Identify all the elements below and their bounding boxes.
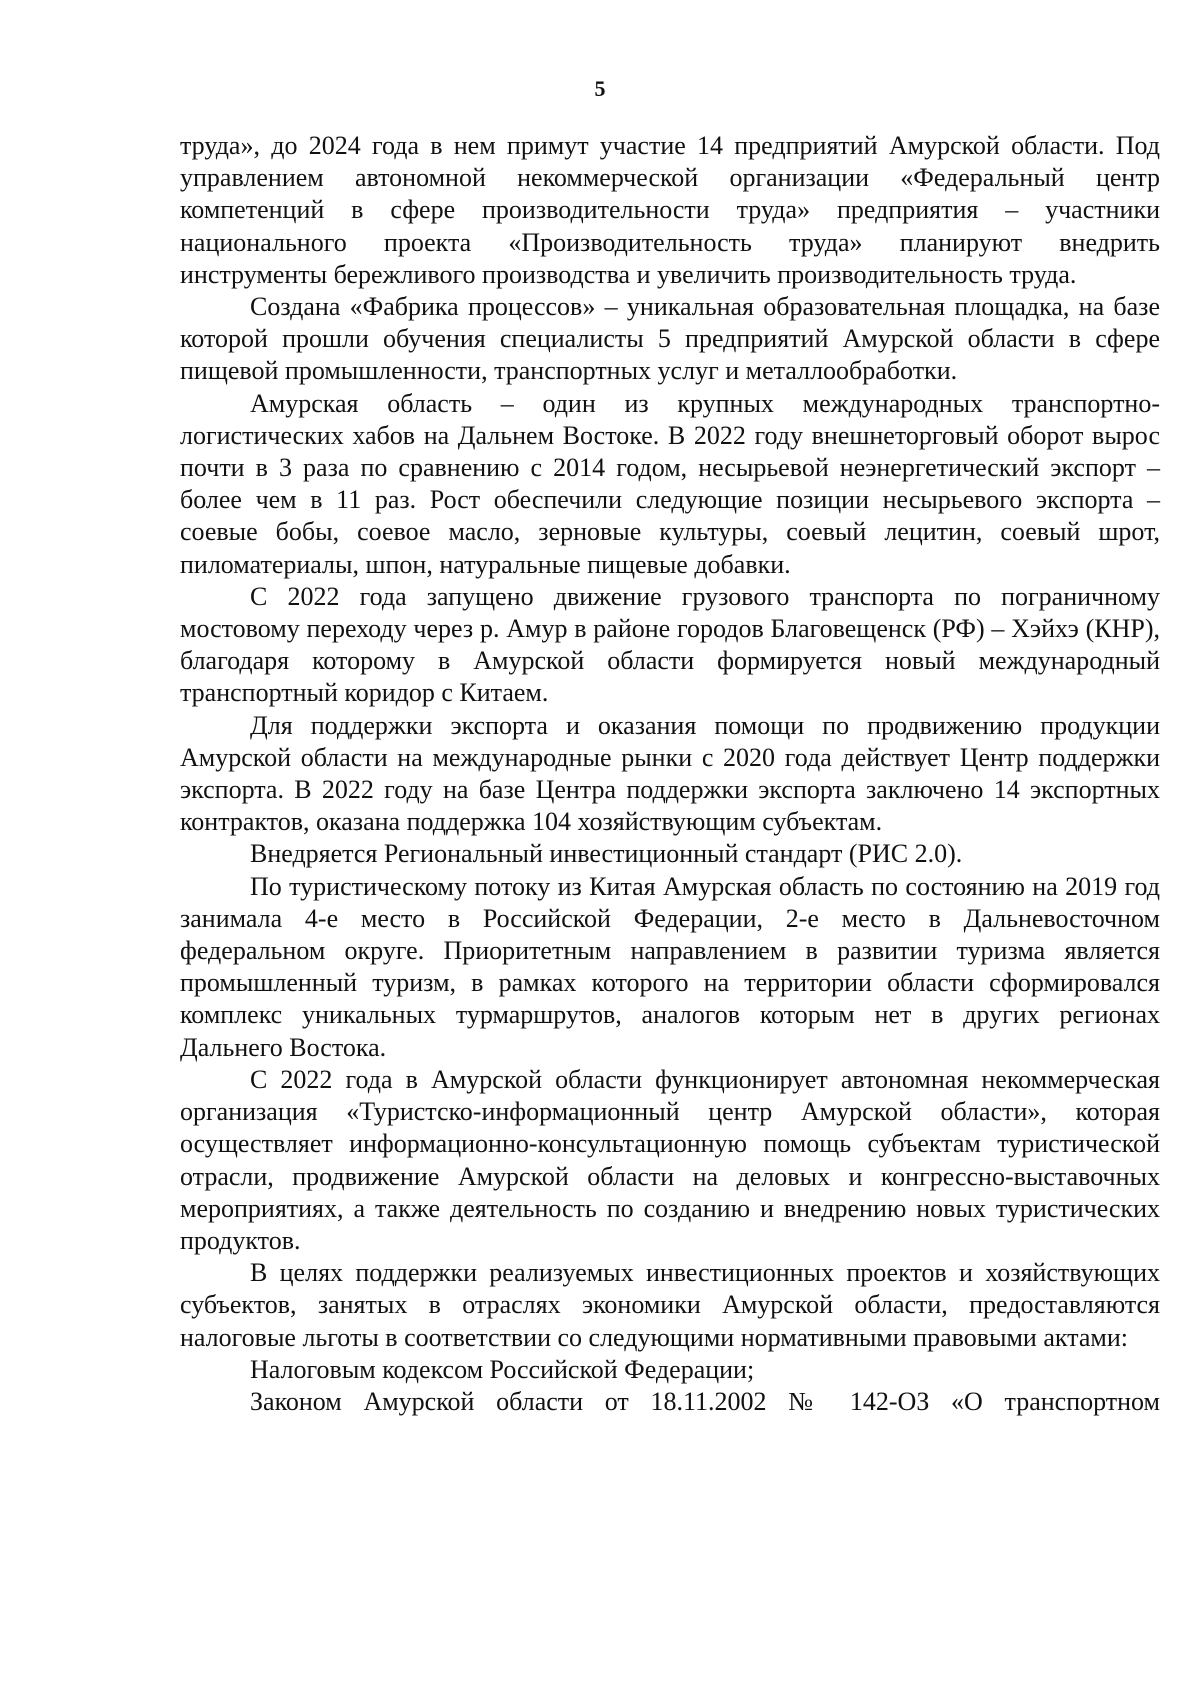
paragraph-logistics-hub: Амурская область – один из крупных международных транспортно-логистических хабов на Дальнем Востоке. В 2022 году внешнеторговый оборот вырос почти в 3 раза по сравнению с 2014 годом, несырьевой неэнергетический экспорт – более чем в 11 раз. Рост обеспечили следующие позиции несырьевого экспорта – соевые бобы, соевое масло, зерновые культуры, соевый лецитин, соевый шрот, пиломатериалы, шпон, натуральные пищевые добавки. — [180, 388, 1160, 579]
paragraph-border-bridge: С 2022 года запущено движение грузового транспорта по пограничному мостовому переходу через р. Амур в районе городов Благовещенск (РФ) – Хэйхэ (КНР), благодаря которому в Амурской области формируется новый международный транспортный коридор с Китаем. — [180, 581, 1160, 708]
paragraph-process-factory: Создана «Фабрика процессов» – уникальная образовательная площадка, на базе которой прошли обучения специалисты 5 предприятий Амурской области в сфере пищевой промышленности, транспортных услуг и металлообработки. — [180, 292, 1160, 386]
page-number: 5 — [594, 76, 606, 101]
paragraph-tourism-flow: По туристическому потоку из Китая Амурская область по состоянию на 2019 год занимала 4-е место в Российской Федерации, 2-е место в Дальневосточном федеральном округе. Приоритетным направлением в развитии туризма является промышленный туризм, в рамках которого на территории области сформировался комплекс уникальных турмаршрутов, аналогов которым нет в других регионах Дальнего Востока. — [180, 871, 1160, 1062]
paragraph-export-support: Для поддержки экспорта и оказания помощи по продвижению продукции Амурской области на международные рынки с 2020 года действует Центр поддержки экспорта. В 2022 году на базе Центра поддержки экспорта заключено 14 экспортных контрактов, оказана поддержка 104 хозяйствующим субъектам. — [180, 710, 1160, 837]
paragraph-tourist-center: С 2022 года в Амурской области функционирует автономная некоммерческая организация «Туристско-информационный центр Амурской области», которая осуществляет информационно-консультационную помощь субъектам туристической отрасли, продвижение Амурской области на деловых и конгрессно-выставочных мероприятиях, а также деятельность по созданию и внедрению новых туристических продуктов. — [180, 1064, 1160, 1255]
paragraph-productivity: труда», до 2024 года в нем примут участие 14 предприятий Амурской области. Под управлением автономной некоммерческой организации «Федеральный центр компетенций в сфере производительности труда» предприятия – участники национального проекта «Производительность труда» планируют внедрить инструменты бережливого производства и увеличить производительность труда. — [180, 131, 1160, 289]
paragraph-tax-code: Налоговым кодексом Российской Федерации; — [250, 1354, 755, 1384]
paragraph-regional-law: Законом Амурской области от 18.11.2002 № 142-ОЗ «О транспортном — [250, 1386, 1160, 1416]
paragraph-investment-standard: Внедряется Региональный инвестиционный стандарт (РИС 2.0). — [250, 839, 963, 869]
document-body — [180, 130, 1160, 1418]
paragraph-tax-benefits: В целях поддержки реализуемых инвестиционных проектов и хозяйствующих субъектов, занятых в отраслях экономики Амурской области, предоставляются налоговые льготы в соответствии со следующими нормативными правовыми актами: — [180, 1258, 1160, 1352]
